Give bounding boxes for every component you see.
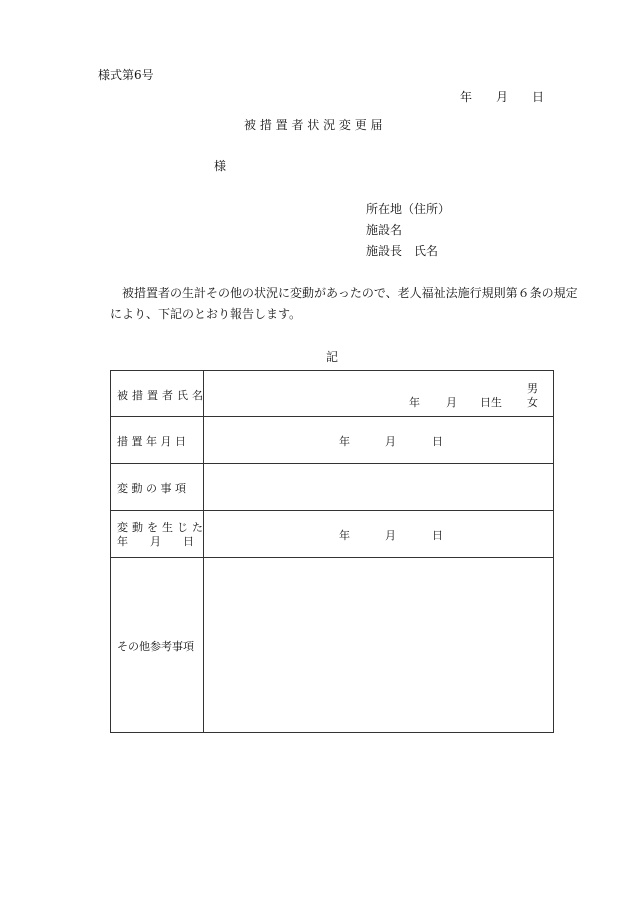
measure-day-label: 日 xyxy=(432,435,443,448)
change-date-label-line1: 変動を生じた xyxy=(117,521,207,534)
gender-female-option[interactable]: 女 xyxy=(527,396,538,409)
body-line-1: 被措置者の生計その他の状況に変動があったので、老人福祉法施行規則第６条の規定 xyxy=(122,286,578,300)
report-table xyxy=(110,370,554,733)
change-day-label: 日 xyxy=(432,529,443,542)
table-row xyxy=(111,371,554,417)
change-matter-label-cell xyxy=(111,464,204,511)
measure-year-label: 年 xyxy=(339,435,350,448)
table-row xyxy=(111,511,554,558)
ki-heading: 記 xyxy=(326,350,339,364)
name-label: 被措置者氏名 xyxy=(117,389,207,402)
addressee-suffix: 様 xyxy=(214,159,227,173)
other-notes-label: その他参考事項 xyxy=(117,640,194,653)
other-notes-label-cell xyxy=(111,558,204,733)
measure-date-label-cell xyxy=(111,417,204,464)
change-date-value-cell[interactable] xyxy=(204,511,554,558)
name-label-cell xyxy=(111,371,207,417)
change-date-label-line2: 年 月 日 xyxy=(117,535,194,548)
sender-facility-label: 施設名 xyxy=(366,223,403,237)
measure-month-label: 月 xyxy=(385,435,396,448)
change-year-label: 年 xyxy=(339,529,350,542)
measure-date-value-cell[interactable] xyxy=(204,417,554,464)
change-matter-value-cell[interactable] xyxy=(204,464,554,511)
date-day-label: 日 xyxy=(532,90,545,104)
birth-month-label: 月 xyxy=(446,396,457,409)
change-date-label-cell xyxy=(111,511,207,558)
sender-address-label: 所在地（住所） xyxy=(366,202,451,216)
page-title: 被 措 置 者 状 況 変 更 届 xyxy=(244,118,383,132)
table-row xyxy=(111,558,554,733)
form-number: 様式第6号 xyxy=(98,68,154,82)
name-value-cell[interactable] xyxy=(204,371,554,417)
change-matter-label: 変 動 の 事 項 xyxy=(117,482,186,495)
body-line-2: により、下記のとおり報告します。 xyxy=(110,307,302,321)
sender-director-label: 施設長 氏名 xyxy=(366,244,439,258)
gender-male-option[interactable]: 男 xyxy=(527,382,538,395)
change-month-label: 月 xyxy=(385,529,396,542)
date-month-label: 月 xyxy=(496,90,509,104)
table-row xyxy=(111,417,554,464)
other-notes-value-cell[interactable] xyxy=(204,558,554,733)
measure-date-label: 措 置 年 月 日 xyxy=(117,435,186,448)
birth-day-label: 日生 xyxy=(480,396,502,409)
table-row xyxy=(111,464,554,511)
date-year-label: 年 xyxy=(460,90,473,104)
birth-year-label: 年 xyxy=(409,396,420,409)
